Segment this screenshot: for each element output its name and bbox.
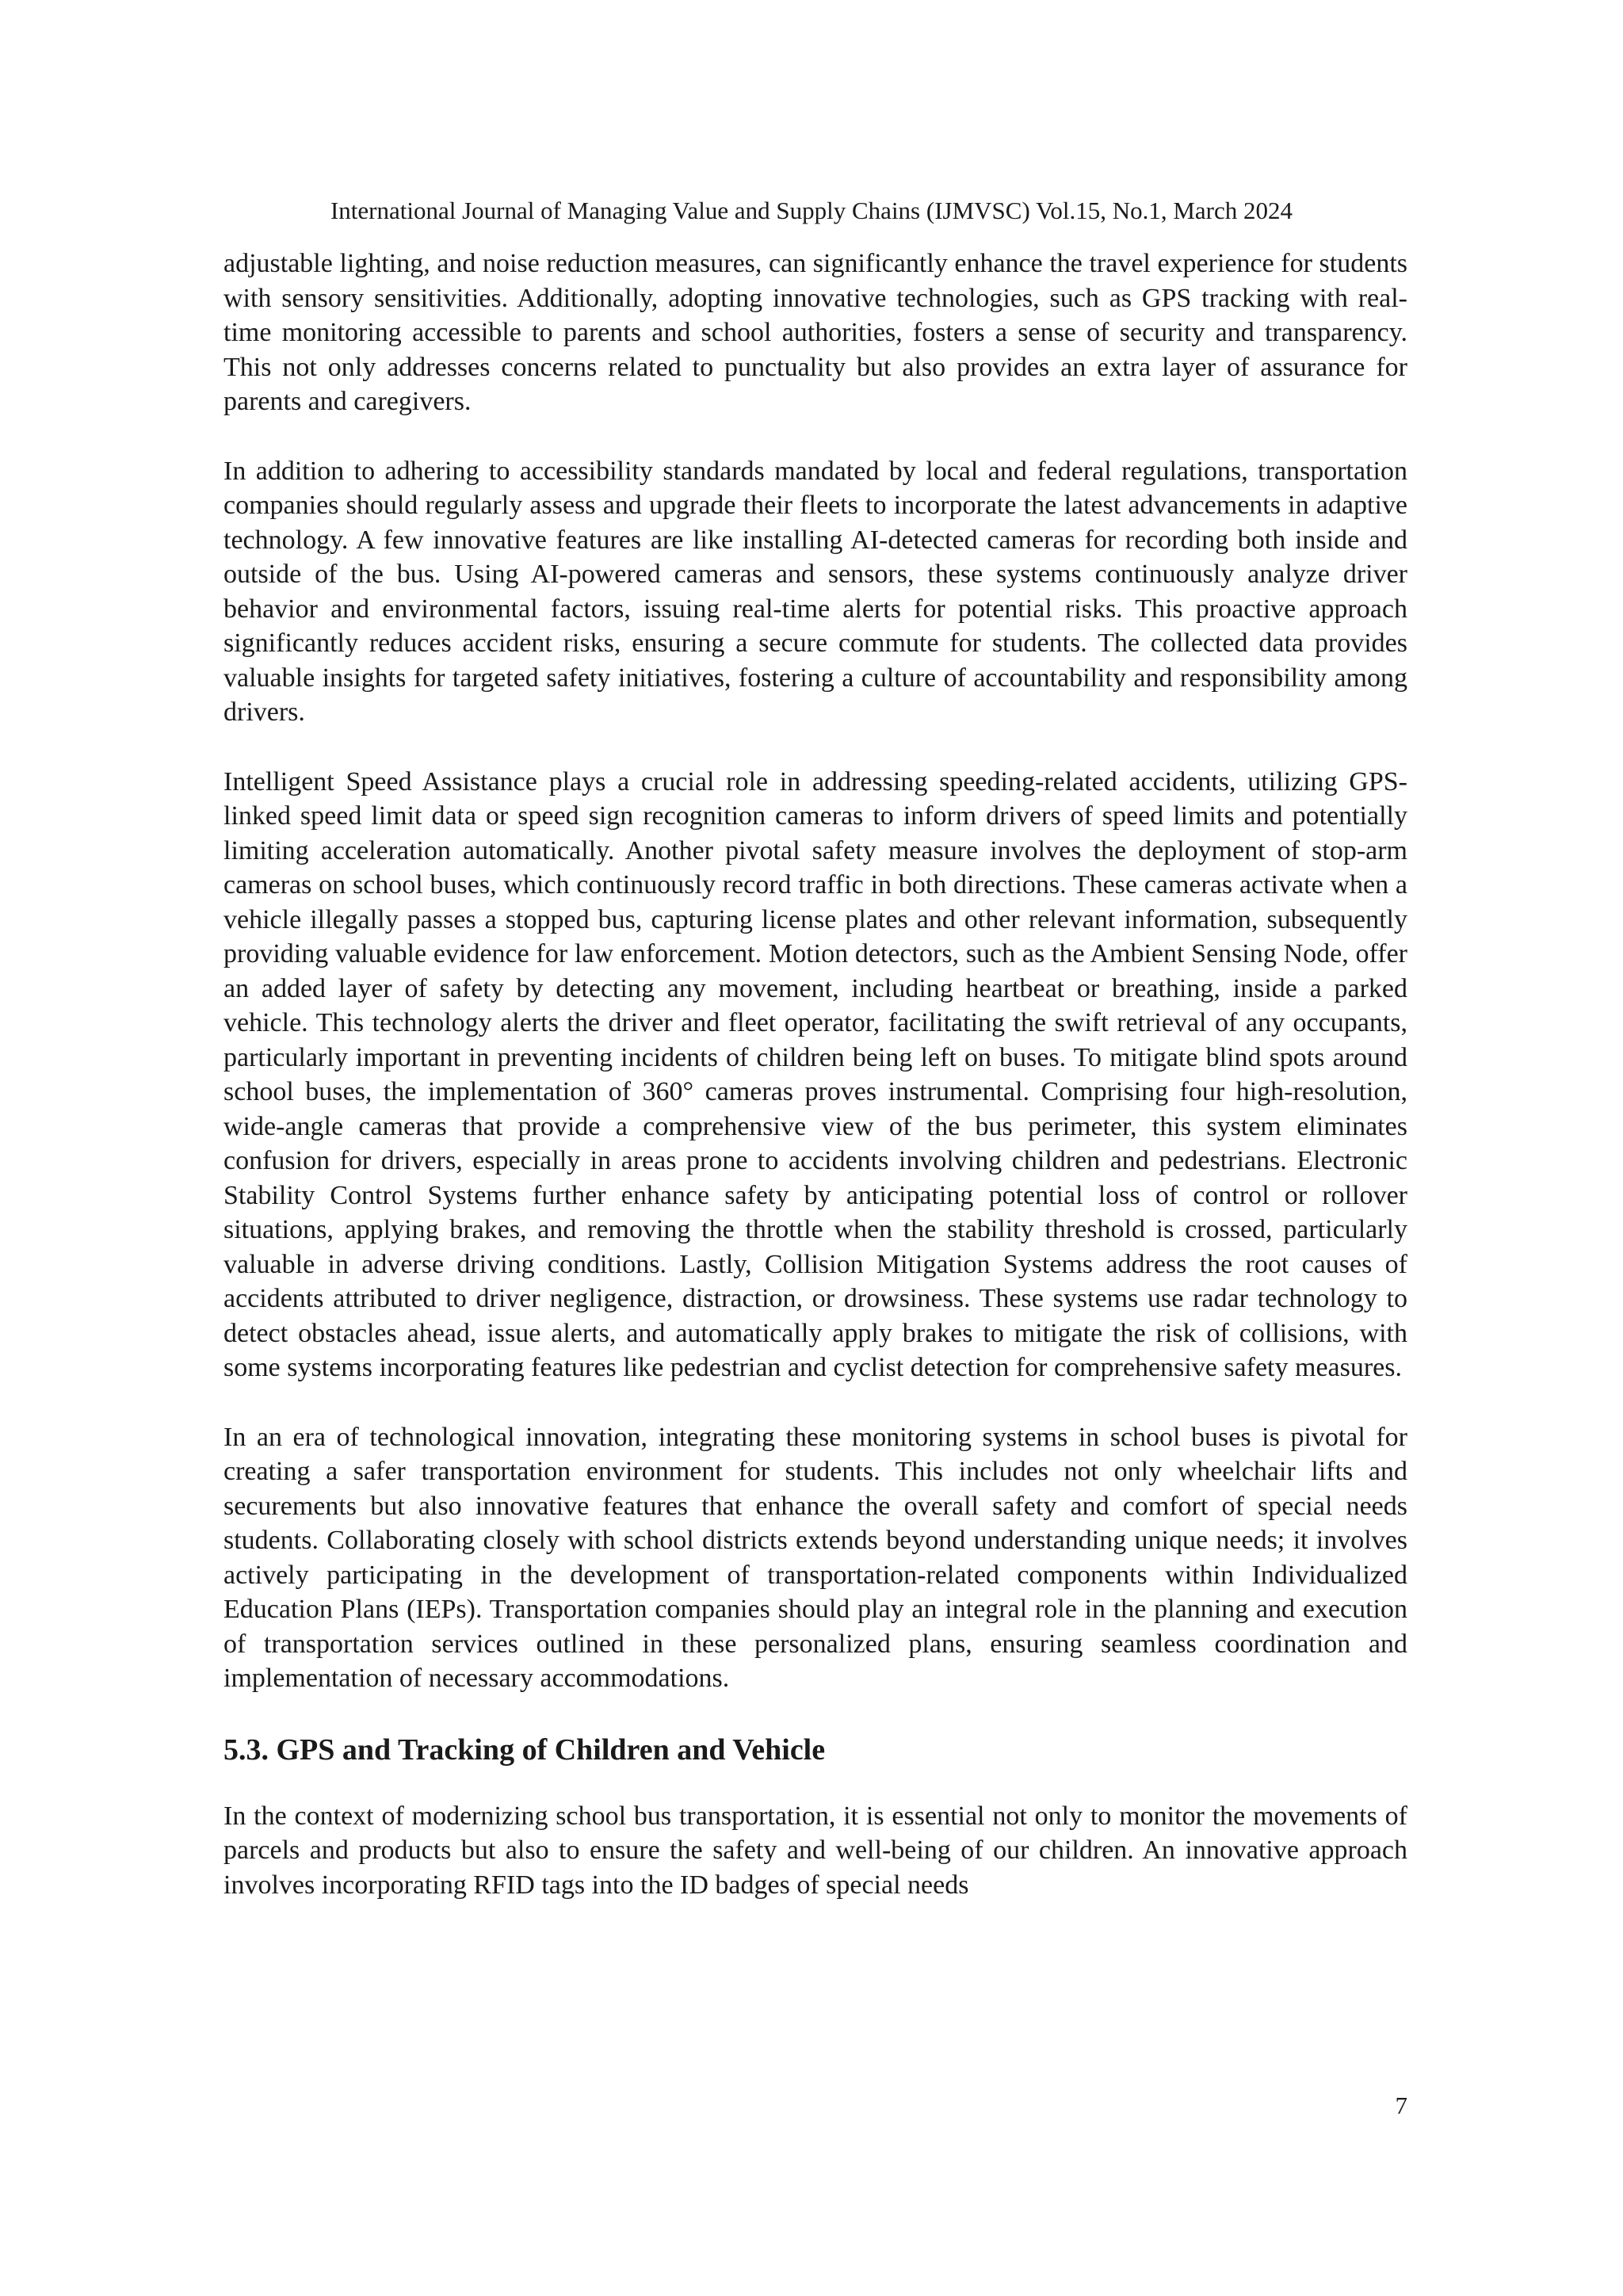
article-body (223, 246, 1407, 1937)
section-paragraph-1: In the context of modernizing school bus transportation, it is essential not only to monitor the movements of parcels and products but also to ensure the safety and well-being of our children. An innovative approach involves incorporating RFID tags into the ID badges of special needs (223, 1801, 1407, 1900)
body-paragraph-3: Intelligent Speed Assistance plays a crucial role in addressing speeding-related accidents, utilizing GPS-linked speed limit data or speed sign recognition cameras to inform drivers of speed limits and potentially limiting acceleration automatically. Another pivotal safety measure involves the deployment of stop-arm cameras on school buses, which continuously record traffic in both directions. These cameras activate when a vehicle illegally passes a stopped bus, capturing license plates and other relevant information, subsequently providing valuable evidence for law enforcement. Motion detectors, such as the Ambient Sensing Node, offer an added layer of safety by detecting any movement, including heartbeat or breathing, inside a parked vehicle. This technology alerts the driver and fleet operator, facilitating the swift retrieval of any occupants, particularly important in preventing incidents of children being left on buses. To mitigate blind spots around school buses, the implementation of 360° cameras proves instrumental. Comprising four high-resolution, wide-angle cameras that provide a comprehensive view of the bus perimeter, this system eliminates confusion for drivers, especially in areas prone to accidents involving children and pedestrians. Electronic Stability Control Systems further enhance safety by anticipating potential loss of control or rollover situations, applying brakes, and removing the throttle when the stability threshold is crossed, particularly valuable in adverse driving conditions. Lastly, Collision Mitigation Systems address the root causes of accidents attributed to driver negligence, distraction, or drowsiness. These systems use radar technology to detect obstacles ahead, issue alerts, and automatically apply brakes to mitigate the risk of collisions, with some systems incorporating features like pedestrian and cyclist detection for comprehensive safety measures. (223, 766, 1407, 1382)
body-paragraph-4: In an era of technological innovation, integrating these monitoring systems in school buses is pivotal for creating a safer transportation environment for students. This includes not only wheelchair lifts and securements but also innovative features that enhance the overall safety and comfort of special needs students. Collaborating closely with school districts extends beyond understanding unique needs; it involves actively participating in the development of transportation-related components within Individualized Education Plans (IEPs). Transportation companies should play an integral role in the planning and execution of transportation services outlined in these personalized plans, ensuring seamless coordination and implementation of necessary accommodations. (223, 1422, 1407, 1693)
running-header: International Journal of Managing Value and Supply Chains (IJMVSC) Vol.15, No.1, March 2024 (330, 197, 1293, 224)
page-number: 7 (1395, 2092, 1407, 2119)
body-paragraph-1: adjustable lighting, and noise reduction measures, can significantly enhance the travel experience for students with sensory sensitivities. Additionally, adopting innovative technologies, such as GPS tracking with real-time monitoring accessible to parents and school authorities, fosters a sense of security and transparency. This not only addresses concerns related to punctuality but also provides an extra layer of assurance for parents and caregivers. (223, 249, 1407, 416)
section-heading: 5.3. GPS and Tracking of Children and Vehicle (223, 1733, 826, 1767)
body-paragraph-2: In addition to adhering to accessibility standards mandated by local and federal regulations, transportation companies should regularly assess and upgrade their fleets to incorporate the latest advancements in adaptive technology. A few innovative features are like installing AI-detected cameras for recording both inside and outside of the bus. Using AI-powered cameras and sensors, these systems continuously analyze driver behavior and environmental factors, issuing real-time alerts for potential risks. This proactive approach significantly reduces accident risks, ensuring a secure commute for students. The collected data provides valuable insights for targeted safety initiatives, fostering a culture of accountability and responsibility among drivers. (223, 456, 1407, 727)
